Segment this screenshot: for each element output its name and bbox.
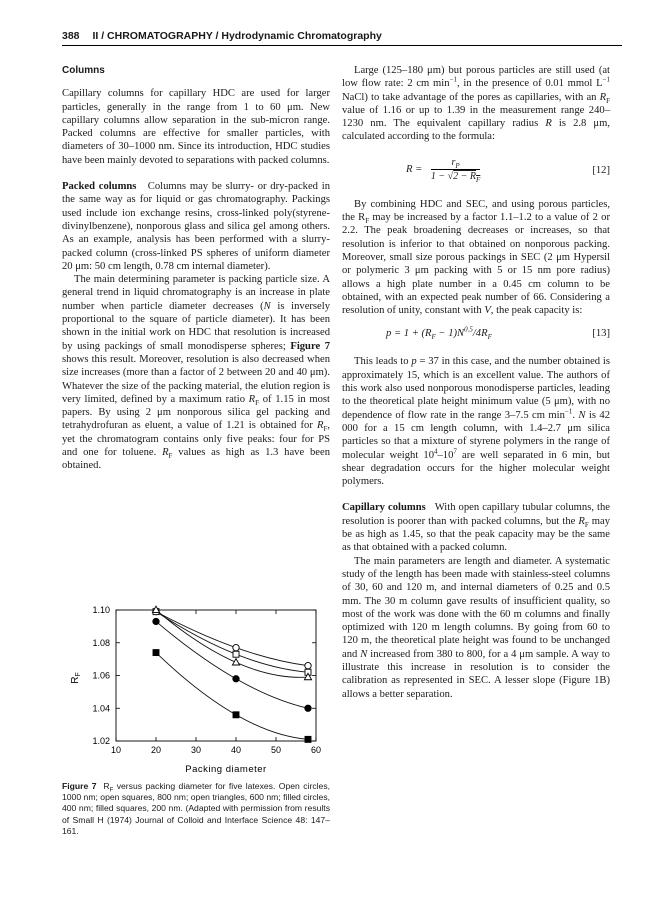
y-tick-label: 1.08 xyxy=(92,637,110,648)
equation-13-number: [13] xyxy=(592,328,610,340)
caption-label: Figure 7 xyxy=(62,781,97,791)
length-diameter-paragraph: The main parameters are length and diameter. A systematic study of the length has been made with stainless-steel columns of 30, 60 and 120 m, and internal diameters of 0.25 and 0.5 mm. The 30 m column gave results of insufficient quality, so most of the work was done with the 60 m columns and finally optimized with 120 m length columns. By going from 60 to 120 m, the theoretical plate height was found to be unchanged and N increased from 380 to 800, for a 4 μm sample. A way to illustrate this increase in resolution is to consider the calibration as represented in SEC. A lesser slope (Figure 1B) allows a better separation. xyxy=(342,555,610,700)
running-header xyxy=(62,30,622,46)
data-point-open-circle xyxy=(233,644,239,650)
plot-frame xyxy=(116,610,316,741)
figure-7 xyxy=(62,596,330,776)
capillary-columns-paragraph: Capillary columns With open capillary tubular columns, the resolution is poorer than with packed columns, but the $R_F$ may be as high as 1.45, so that the peak capacity may be the same as that obtained with a packed column. xyxy=(342,502,610,554)
figure-7-reference[interactable]: Figure 7 xyxy=(290,340,330,352)
series-curve-5 xyxy=(156,653,308,740)
porous-particles-paragraph: Large (125–180 μm) but porous particles are still used (at low flow rate: 2 cm $\min^{-1}$, in the presence of 0.01 mmol $L^{-1}$ NaCl) to take advantage of the pores as capillaries, with an $R_F$ value of 1.16 or up to 1.39 in the measurement range 240–1230 nm. The equivalent capillary radius R is 2.8 μm, calculated according to the formula: xyxy=(342,65,610,143)
data-point-filled-circle xyxy=(305,705,311,711)
data-point-filled-square xyxy=(233,712,239,718)
section-title-columns: Columns xyxy=(62,65,105,76)
data-point-open-circle xyxy=(305,662,311,668)
data-point-filled-circle xyxy=(233,676,239,682)
equation-12 xyxy=(342,156,610,186)
x-tick-label: 50 xyxy=(270,745,282,755)
y-tick-label: 1.10 xyxy=(92,605,110,615)
caption-text: versus packing diameter for five latexes. Open circles, 1000 nm; open squares, 800 nm; open triangles, 600 nm; filled circles, 400 nm; filled squares, 200 nm. (Adapted with permission from results of Small H (1974) Journal of Colloid and Interface Science 48: 147–161. xyxy=(62,781,331,836)
series-curve-3 xyxy=(156,610,308,677)
running-title: II / CHROMATOGRAPHY / Hydrodynamic Chromatography xyxy=(92,30,382,42)
equation-12-formula: R = $\frac{r_P}{1 - √2 - R_F}$ xyxy=(406,156,481,185)
x-tick-label: 20 xyxy=(150,745,162,755)
x-tick-label: 40 xyxy=(230,745,242,755)
equation-13-formula: $p = 1 + (R_F - 1)N^{0.5}/4R_F$ xyxy=(386,325,492,342)
x-axis-label: Packing diameter xyxy=(185,764,267,775)
x-tick-label: 30 xyxy=(190,745,202,755)
y-tick-label: 1.02 xyxy=(92,736,110,746)
packed-columns-heading: Packed columns xyxy=(62,181,137,193)
equation-12-number: [12] xyxy=(592,164,610,176)
left-column xyxy=(62,64,330,473)
series-curve-2 xyxy=(156,612,308,673)
data-point-filled-square xyxy=(153,650,159,656)
series-curve-1 xyxy=(156,612,308,666)
capillary-columns-heading: Capillary columns xyxy=(342,502,426,514)
data-point-open-square xyxy=(233,651,239,657)
y-tick-label: 1.06 xyxy=(92,670,110,681)
x-tick-label: 10 xyxy=(110,745,122,755)
y-tick-label: 1.04 xyxy=(92,703,110,714)
peak-capacity-paragraph: This leads to p = 37 in this case, and the number obtained is approximately 15, which is an excellent value. The authors of this work also used nonporous monodisperse particles, leading to the theoretical plate height minimum value (5 μm), with no dependence of flow rate in the range 3–7.5 cm $\min^{-1}$. N is 42 000 for a 15 cm length column, with 1.4–2.7 μm silica particles so that a mixture of styrene polymers in the range of molecular weight $10^4-10^7$ are well separated in 6 min, but shear degradation occurs for the higher molecular weight polymers. xyxy=(342,356,611,488)
data-point-filled-circle xyxy=(153,618,159,624)
packing-size-paragraph: The main determining parameter is packing particle size. A general trend in liquid chromatography is an increase in plate number when particle diameter decreases (N is inversely proportional to the square of particle diameter). It has been shown in the initial work on HDC that resolution is increased by using packings of small monodisperse spheres; Figure 7 shows this result. Moreover, resolution is also decreased when size increases (more than a factor of 2 between 20 and 40 μm). Whatever the size of the packing material, the elution region is very limited, defined by a maximum ratio $R_F$ of 1.15 in most papers. By using 2 μm nonporous silica gel packing and tetrahydrofuran as eluent, a value of 1.21 is obtained for $R_F$, yet the chromatogram contains only five peaks: four for PS and one for toluene. $R_F$ values as high as 1.3 have been obtained. xyxy=(62,274,330,472)
data-point-filled-square xyxy=(305,736,311,742)
x-tick-label: 60 xyxy=(310,745,322,755)
columns-intro: Capillary columns for capillary HDC are used for larger particles, generally in the range from 1 to 60 μm. New capillary columns allow separation in the sub-micron range. Packed columns are effective for smaller particles, with diameters of 30–1000 nm. Since its introduction, HDC studies have been mainly devoted to separations with packed columns. xyxy=(62,88,330,166)
figure-7-chart xyxy=(62,596,330,776)
packed-columns-paragraph: Packed columns Columns may be slurry- or dry-packed in the same way as for liquid or gas chromatography. Packings used include ion exchange resins, cross-linked poly(styrene-divinylbenzene), nonporous glass and silica gel among others. As an example, analysis has been performed with a slurry-packed column (cross-linked PS spheres of uniform diameter 20 μm: 50 cm length, 0.78 cm internal diameter). xyxy=(62,181,330,272)
y-axis-label: $R_F$ xyxy=(70,672,82,684)
data-point-open-triangle xyxy=(232,659,239,665)
right-column xyxy=(342,64,610,701)
hdc-sec-paragraph: By combining HDC and SEC, and using porous particles, the $R_F$ may be increased by a factor 1.1–1.2 to a value of 2 or 2.2. The peak broadening decreases or increases, so that resolution is inferior to that obtained on nonporous packing. Moreover, small size porous packings in SEC (2 μm Hypersil or polymeric 3 μm packing with 5 or 15 nm pore radius) allows a high plate number in a 0.45 cm column to be obtained, with an expected peak number of 66. Considering a resolution of unity, constant with V, the peak capacity is: xyxy=(342,198,610,317)
equation-13 xyxy=(342,327,610,343)
page-number: 388 xyxy=(62,30,80,42)
figure-7-caption: Figure 7 $R_F$ versus packing diameter for five latexes. Open circles, 1000 nm; open squares, 800 nm; open triangles, 600 nm; filled circles, 400 nm; filled squares, 200 nm. (Adapted with permission from results of Small H (1974) Journal of Colloid and Interface Science 48: 147–161. xyxy=(62,781,331,836)
